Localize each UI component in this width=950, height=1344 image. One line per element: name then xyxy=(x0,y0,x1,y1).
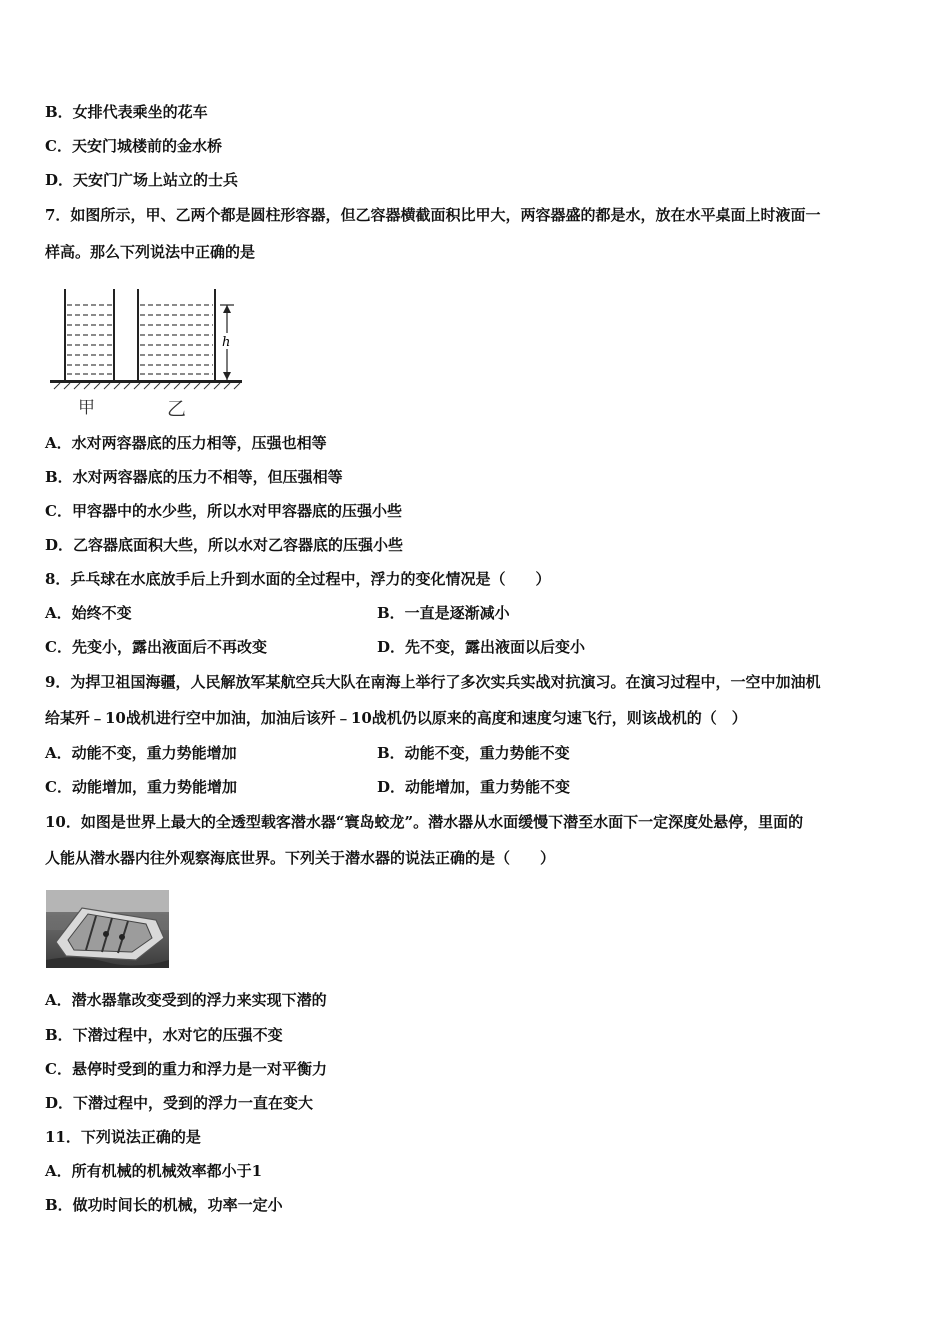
q9-option-a: A．动能不变，重力势能增加 xyxy=(45,744,237,762)
container-yi xyxy=(138,289,215,380)
q10-option-c: C．悬停时受到的重力和浮力是一对平衡力 xyxy=(45,1060,327,1078)
q8-option-b: B．一直是逐渐减小 xyxy=(377,604,510,622)
q7-stem-line2: 样高。那么下列说法中正确的是 xyxy=(45,243,256,261)
q7-option-d: D．乙容器底面积大些，所以水对乙容器底的压强小些 xyxy=(45,536,404,554)
q7-containers-figure xyxy=(48,285,248,420)
q7-option-a: A．水对两容器底的压力相等，压强也相等 xyxy=(45,434,327,452)
q7-option-b: B．水对两容器底的压力不相等，但压强相等 xyxy=(45,468,343,486)
q6-option-d: D．天安门广场上站立的士兵 xyxy=(45,171,239,189)
table-hatching xyxy=(54,383,240,389)
q7-option-c: C．甲容器中的水少些，所以水对甲容器底的压强小些 xyxy=(45,502,402,520)
q10-option-a: A．潜水器靠改变受到的浮力来实现下潜的 xyxy=(45,991,327,1009)
container-jia xyxy=(65,289,114,380)
q11-option-a: A．所有机械的机械效率都小于1 xyxy=(45,1162,263,1180)
label-jia: 甲 xyxy=(78,398,95,418)
q10-option-d: D．下潜过程中，受到的浮力一直在变大 xyxy=(45,1094,314,1112)
q10-submersible-photo xyxy=(46,890,169,968)
q8-option-a: A．始终不变 xyxy=(45,604,132,622)
table-surface xyxy=(50,380,242,383)
q10-stem-line2: 人能从潜水器内往外观察海底世界。下列关于潜水器的说法正确的是（ ） xyxy=(45,849,556,867)
q6-option-b: B．女排代表乘坐的花车 xyxy=(45,103,208,121)
q9-option-c: C．动能增加，重力势能增加 xyxy=(45,778,237,796)
label-yi: 乙 xyxy=(167,398,187,420)
q11-option-b: B．做功时间长的机械，功率一定小 xyxy=(45,1196,283,1214)
q8-option-c: C．先变小，露出液面后不再改变 xyxy=(45,638,267,656)
q8-stem: 8．乒乓球在水底放手后上升到水面的全过程中，浮力的变化情况是（ ） xyxy=(45,570,551,588)
q9-option-d: D．动能增加，重力势能不变 xyxy=(377,778,571,796)
q9-option-b: B．动能不变，重力势能不变 xyxy=(377,744,570,762)
q10-option-b: B．下潜过程中，水对它的压强不变 xyxy=(45,1026,283,1044)
q9-stem-line1: 9．为捍卫祖国海疆，人民解放军某航空兵大队在南海上举行了多次实兵实战对抗演习。在演习过程中，一空中加油机 xyxy=(45,673,821,691)
q11-stem: 11．下列说法正确的是 xyxy=(45,1128,201,1146)
q6-option-c: C．天安门城楼前的金水桥 xyxy=(45,137,222,155)
q7-stem-line1: 7．如图所示，甲、乙两个都是圆柱形容器，但乙容器横截面积比甲大，两容器盛的都是水，放在水平桌面上时液面一 xyxy=(45,206,821,224)
q8-option-d: D．先不变，露出液面以后变小 xyxy=(377,638,586,656)
label-h: h xyxy=(222,335,231,350)
q9-stem-line2: 给某歼﹣10战机进行空中加油，加油后该歼﹣10战机仍以原来的高度和速度匀速飞行，则该战机的（ ） xyxy=(45,709,747,727)
q10-stem-line1: 10．如图是世界上最大的全透型载客潜水器“寰岛蛟龙”。潜水器从水面缓慢下潜至水面下一定深度处悬停，里面的 xyxy=(45,813,804,831)
